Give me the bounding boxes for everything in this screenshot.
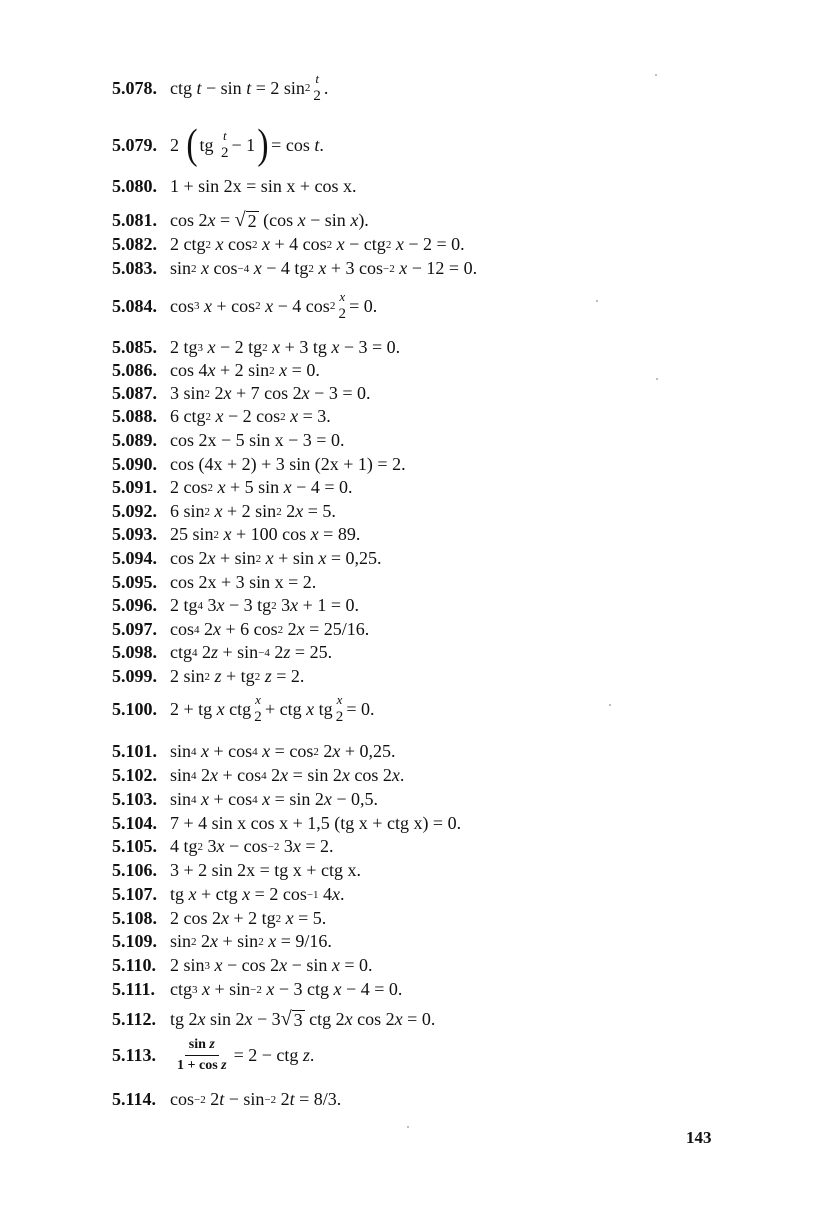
equation: 2 tg 4 3 x − 3 tg 2 3 x + 1 = 0. — [170, 595, 359, 615]
problem-number: 5.085. — [112, 337, 157, 357]
equation: 2 cos 2 x + 2 tg 2 x = 5. — [170, 908, 327, 928]
equation: 6 sin 2 x + 2 sin 2 2 x = 5. — [170, 501, 336, 521]
problem-5-087 — [112, 383, 672, 404]
problem-number: 5.094. — [112, 548, 157, 568]
problem-5-080 — [112, 176, 672, 197]
problem-number: 5.079. — [112, 134, 157, 155]
problem-5-083 — [112, 258, 672, 279]
equation: 2 sin 2 z + tg 2 z = 2. — [170, 666, 305, 686]
scan-speck — [655, 74, 657, 76]
problem-5-085 — [112, 337, 672, 358]
scan-speck — [609, 704, 611, 706]
problem-5-090 — [112, 454, 672, 475]
equation: tg 2 x sin 2 x − 3 √ 3 ctg 2 x cos 2 x = 0. — [170, 1008, 436, 1031]
problem-number: 5.088. — [112, 406, 157, 426]
equation: cos 2 x = √ 2 (cos x − sin x ). — [170, 209, 369, 232]
problem-number: 5.082. — [112, 234, 157, 254]
problem-5-112 — [112, 1008, 672, 1031]
problem-5-108 — [112, 908, 672, 929]
problem-5-114 — [112, 1089, 672, 1110]
problem-5-104 — [112, 813, 672, 834]
equation: cos −2 2 t − sin −2 2 t = 8/3. — [170, 1089, 342, 1109]
page-number: 143 — [686, 1128, 712, 1147]
equation: 3 sin 2 2 x + 7 cos 2 x − 3 = 0. — [170, 383, 371, 403]
problem-number: 5.105. — [112, 836, 157, 856]
equation: 2 tg 3 x − 2 tg 2 x + 3 tg x − 3 = 0. — [170, 337, 401, 357]
problem-5-089 — [112, 430, 672, 451]
equation: sin 2 2 x + sin 2 x = 9/16. — [170, 931, 332, 951]
equation: 2 + tg x ctg x 2 + ctg x tg x 2 = 0. — [170, 692, 375, 725]
problem-5-079 — [112, 124, 672, 166]
problem-5-092 — [112, 501, 672, 522]
scan-speck — [596, 300, 598, 302]
equation: $\frac{\text{sin z}}{\text{1 + cos z}}$ = 2 − ctg z . — [177, 1037, 315, 1073]
problem-number: 5.083. — [112, 258, 157, 278]
problem-number: 5.084. — [112, 295, 157, 316]
problem-number: 5.101. — [112, 741, 157, 761]
problem-number: 5.093. — [112, 524, 157, 544]
problem-number: 5.096. — [112, 595, 157, 615]
problem-5-102 — [112, 765, 672, 786]
problem-number: 5.089. — [112, 430, 157, 450]
problem-number: 5.103. — [112, 789, 157, 809]
equation: cos 2 x + sin 2 x + sin x = 0,25. — [170, 548, 382, 568]
problem-5-084 — [112, 290, 672, 322]
problem-5-111 — [112, 979, 672, 1000]
problem-5-106 — [112, 860, 672, 881]
problem-number: 5.099. — [112, 666, 157, 686]
problem-number: 5.100. — [112, 698, 157, 719]
problem-5-105 — [112, 836, 672, 857]
problem-number: 5.091. — [112, 477, 157, 497]
problem-5-091 — [112, 477, 672, 498]
problem-number: 5.102. — [112, 765, 157, 785]
equation: ctg 3 x + sin −2 x − 3 ctg x − 4 = 0. — [170, 979, 403, 999]
problem-number: 5.086. — [112, 360, 157, 380]
equation: 7 + 4 sin x cos x + 1,5 (tg x + ctg x) = 0. — [170, 813, 462, 833]
equation: sin 4 x + cos 4 x = cos 2 2 x + 0,25. — [170, 741, 396, 761]
equation: cos 3 x + cos 2 x − 4 cos 2 x 2 = 0. — [170, 289, 378, 322]
equation: ctg 4 2 z + sin −4 2 z = 25. — [170, 642, 333, 662]
problem-5-099 — [112, 666, 672, 687]
problem-5-107 — [112, 884, 672, 905]
equation: cos (4x + 2) + 3 sin (2x + 1) = 2. — [170, 454, 406, 474]
problem-5-096 — [112, 595, 672, 616]
problem-number: 5.106. — [112, 860, 157, 880]
problem-5-113 — [112, 1038, 672, 1073]
equation: 2 sin 3 x − cos 2 x − sin x = 0. — [170, 955, 373, 975]
equation: sin 4 2 x + cos 4 2 x = sin 2 x cos 2 x . — [170, 765, 405, 785]
equation: 3 + 2 sin 2x = tg x + ctg x. — [170, 860, 361, 880]
problem-number: 5.080. — [112, 176, 157, 196]
problem-number: 5.112. — [112, 1009, 157, 1029]
scan-speck — [656, 378, 658, 380]
problem-number: 5.109. — [112, 931, 157, 951]
scan-speck — [407, 1126, 409, 1128]
equation: tg x + ctg x = 2 cos −1 4 x . — [170, 884, 345, 904]
problem-5-103 — [112, 789, 672, 810]
problem-5-097 — [112, 619, 672, 640]
problem-5-101 — [112, 741, 672, 762]
problem-5-110 — [112, 955, 672, 976]
problem-number: 5.095. — [112, 572, 157, 592]
problem-number: 5.092. — [112, 501, 157, 521]
problem-number: 5.108. — [112, 908, 157, 928]
problem-5-095 — [112, 572, 672, 593]
equation: ctg t − sin t = 2 sin 2 t 2 . — [170, 71, 329, 104]
problem-number: 5.107. — [112, 884, 157, 904]
problem-number: 5.113. — [112, 1045, 157, 1065]
equation: cos 2x + 3 sin x = 2. — [170, 572, 317, 592]
problem-number: 5.104. — [112, 813, 157, 833]
problem-5-109 — [112, 931, 672, 952]
problem-5-098 — [112, 642, 672, 663]
equation: 2 cos 2 x + 5 sin x − 4 = 0. — [170, 477, 353, 497]
problem-5-093 — [112, 524, 672, 545]
problem-5-094 — [112, 548, 672, 569]
equation: 2 ( tg t 2 − 1 ) = cos t . — [170, 122, 324, 168]
problem-number: 5.098. — [112, 642, 157, 662]
problem-5-100 — [112, 693, 672, 725]
equation: cos 4 2 x + 6 cos 2 2 x = 25/16. — [170, 619, 370, 639]
equation: 25 sin 2 x + 100 cos x = 89. — [170, 524, 361, 544]
problem-number: 5.111. — [112, 979, 156, 999]
problem-number: 5.078. — [112, 77, 157, 98]
problem-number: 5.087. — [112, 383, 157, 403]
problem-5-082 — [112, 234, 672, 255]
problem-number: 5.110. — [112, 955, 157, 975]
equation: 1 + sin 2x = sin x + cos x. — [170, 176, 357, 196]
equation: sin 2 x cos −4 x − 4 tg 2 x + 3 cos −2 x − 12 = 0. — [170, 258, 478, 278]
problem-number: 5.090. — [112, 454, 157, 474]
problem-number: 5.114. — [112, 1089, 157, 1109]
problem-5-081 — [112, 209, 672, 232]
problem-5-086 — [112, 360, 672, 381]
problem-5-088 — [112, 406, 672, 427]
equation: 4 tg 2 3 x − cos −2 3 x = 2. — [170, 836, 334, 856]
equation: cos 2x − 5 sin x − 3 = 0. — [170, 430, 345, 450]
equation: 6 ctg 2 x − 2 cos 2 x = 3. — [170, 406, 331, 426]
equation: cos 4 x + 2 sin 2 x = 0. — [170, 360, 320, 380]
equation: sin 4 x + cos 4 x = sin 2 x − 0,5. — [170, 789, 378, 809]
problem-5-078 — [112, 72, 672, 104]
equation: 2 ctg 2 x cos 2 x + 4 cos 2 x − ctg 2 x − 2 = 0. — [170, 234, 465, 254]
problem-number: 5.081. — [112, 210, 157, 230]
problem-number: 5.097. — [112, 619, 157, 639]
